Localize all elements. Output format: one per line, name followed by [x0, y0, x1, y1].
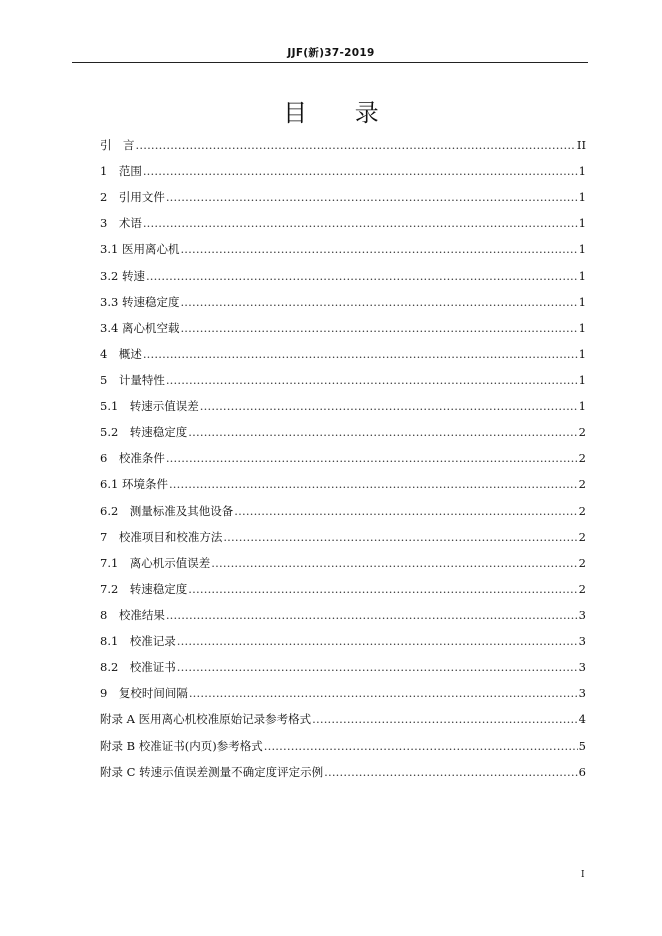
page-title: 目 录: [283, 99, 399, 127]
toc-leader-dots: [166, 190, 578, 204]
toc-entry-page: 1: [578, 268, 586, 283]
toc-leader-dots: [180, 295, 577, 309]
toc-entry-label: 2 引用文件: [100, 190, 165, 205]
toc-leader-dots: [169, 477, 578, 491]
toc-entry-label: 附录 A 医用离心机校准原始记录参考格式: [100, 712, 312, 727]
toc-entry-page: 1: [578, 164, 586, 179]
toc-entry-page: 3: [578, 634, 586, 649]
toc-entry[interactable]: [100, 529, 586, 555]
toc-entry-label: 5.2 转速稳定度: [100, 425, 188, 440]
toc-leader-dots: [324, 765, 578, 779]
toc-entry[interactable]: [100, 215, 586, 241]
toc-entry-page: 1: [578, 190, 586, 205]
toc-entry-page: 1: [578, 216, 586, 231]
toc-entry-label: 3.1 医用离心机: [100, 242, 180, 257]
toc-entry[interactable]: [100, 607, 586, 633]
toc-leader-dots: [223, 530, 577, 544]
toc-entry[interactable]: [100, 581, 586, 607]
toc-entry[interactable]: [100, 764, 586, 790]
toc-entry[interactable]: [100, 346, 586, 372]
table-of-contents: [100, 137, 586, 790]
toc-leader-dots: [136, 138, 576, 152]
toc-leader-dots: [180, 321, 577, 335]
toc-entry-label: 引 言: [100, 138, 135, 152]
toc-leader-dots: [143, 347, 578, 361]
toc-entry[interactable]: [100, 450, 586, 476]
toc-entry-page: 3: [578, 607, 586, 622]
toc-entry-label: 4 概述: [100, 346, 142, 361]
toc-entry[interactable]: [100, 372, 586, 398]
toc-entry[interactable]: [100, 163, 586, 189]
toc-entry-page: 6: [578, 764, 586, 779]
toc-entry-page: 2: [578, 529, 586, 544]
toc-entry[interactable]: [100, 476, 586, 502]
toc-leader-dots: [200, 399, 578, 413]
toc-entry-page: 2: [578, 425, 586, 440]
toc-entry-label: 附录 C 转速示值误差测量不确定度评定示例: [100, 764, 324, 779]
toc-leader-dots: [166, 608, 578, 622]
toc-entry[interactable]: [100, 268, 586, 294]
toc-leader-dots: [166, 451, 578, 465]
toc-entry[interactable]: [100, 659, 586, 685]
toc-entry[interactable]: [100, 738, 586, 764]
toc-entry-page: 1: [578, 242, 586, 257]
toc-entry-label: 附录 B 校准证书(内页)参考格式: [100, 738, 263, 753]
toc-entry-page: II: [576, 138, 586, 152]
toc-entry-label: 5.1 转速示值误差: [100, 399, 199, 414]
toc-entry-page: 3: [578, 686, 586, 701]
toc-entry-label: 7.2 转速稳定度: [100, 581, 188, 596]
toc-entry-page: 1: [578, 294, 586, 309]
toc-entry[interactable]: [100, 294, 586, 320]
toc-entry-label: 6.1 环境条件: [100, 477, 168, 492]
toc-leader-dots: [143, 164, 578, 178]
toc-entry-label: 8 校准结果: [100, 607, 165, 622]
document-code-header: JJF(新)37-2019: [287, 47, 375, 59]
toc-entry-label: 6.2 测量标准及其他设备: [100, 503, 234, 518]
toc-leader-dots: [264, 739, 578, 753]
toc-entry[interactable]: [100, 555, 586, 581]
toc-entry[interactable]: [100, 685, 586, 711]
toc-leader-dots: [180, 242, 577, 256]
toc-entry-label: 9 复校时间间隔: [100, 686, 188, 701]
toc-entry-label: 5 计量特性: [100, 372, 165, 387]
toc-entry-page: 1: [578, 399, 586, 414]
toc-leader-dots: [312, 712, 578, 726]
toc-entry-label: 8.1 校准记录: [100, 634, 176, 649]
toc-entry[interactable]: [100, 424, 586, 450]
toc-entry-page: 2: [578, 503, 586, 518]
toc-entry-label: 3.4 离心机空载: [100, 320, 180, 335]
page-number: I: [581, 870, 585, 880]
toc-entry-page: 1: [578, 372, 586, 387]
toc-entry[interactable]: [100, 503, 586, 529]
toc-leader-dots: [189, 686, 578, 700]
toc-leader-dots: [188, 582, 577, 596]
toc-leader-dots: [211, 556, 577, 570]
toc-entry-label: 3 术语: [100, 216, 142, 231]
toc-entry[interactable]: [100, 320, 586, 346]
toc-entry-page: 2: [578, 451, 586, 466]
toc-entry-page: 2: [578, 555, 586, 570]
toc-entry-label: 6 校准条件: [100, 451, 165, 466]
toc-entry-page: 4: [578, 712, 586, 727]
toc-entry-label: 3.2 转速: [100, 268, 145, 283]
toc-leader-dots: [177, 660, 578, 674]
toc-leader-dots: [166, 373, 578, 387]
header-rule: [72, 62, 588, 63]
toc-leader-dots: [188, 425, 577, 439]
toc-leader-dots: [234, 504, 577, 518]
toc-entry[interactable]: [100, 398, 586, 424]
toc-leader-dots: [146, 269, 578, 283]
toc-entry-label: 3.3 转速稳定度: [100, 294, 180, 309]
toc-entry[interactable]: [100, 633, 586, 659]
toc-entry-label: 7 校准项目和校准方法: [100, 529, 223, 544]
toc-entry-page: 3: [578, 660, 586, 675]
toc-entry-label: 8.2 校准证书: [100, 660, 176, 675]
toc-entry[interactable]: [100, 189, 586, 215]
toc-entry-label: 1 范围: [100, 164, 142, 179]
toc-entry-label: 7.1 离心机示值误差: [100, 555, 211, 570]
toc-entry-page: 1: [578, 346, 586, 361]
toc-entry-page: 2: [578, 477, 586, 492]
toc-entry[interactable]: [100, 711, 586, 737]
toc-leader-dots: [143, 216, 578, 230]
toc-entry-page: 5: [578, 738, 586, 753]
toc-entry[interactable]: [100, 241, 586, 267]
toc-entry[interactable]: [100, 137, 586, 163]
toc-entry-page: 1: [578, 320, 586, 335]
toc-entry-page: 2: [578, 581, 586, 596]
toc-leader-dots: [177, 634, 578, 648]
